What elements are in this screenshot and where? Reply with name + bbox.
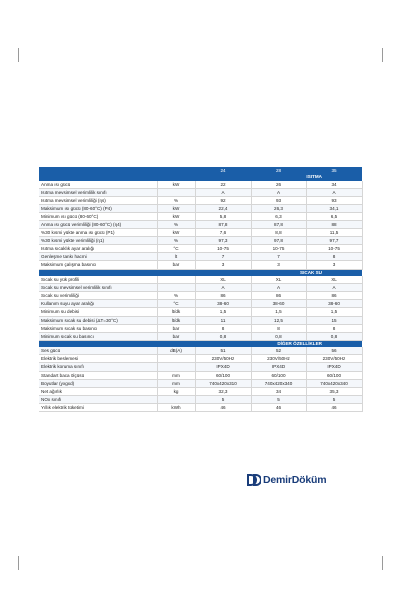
spec-unit bbox=[157, 355, 195, 363]
table-header-row bbox=[39, 167, 362, 174]
spec-value: 1,5 bbox=[306, 308, 362, 316]
table-row bbox=[39, 324, 362, 332]
spec-value: 3 bbox=[195, 261, 251, 269]
table-row bbox=[39, 245, 362, 253]
spec-value: IPX4D bbox=[251, 363, 306, 371]
spec-unit: dB(A) bbox=[157, 347, 195, 355]
table-row bbox=[39, 332, 362, 340]
spec-unit bbox=[157, 395, 195, 403]
spec-unit: kW bbox=[157, 204, 195, 212]
spec-value: 60/100 bbox=[195, 371, 251, 379]
spec-value: 6,3 bbox=[251, 212, 306, 220]
spec-label: Isıtma mevsimsel verimliliği (ηs) bbox=[39, 196, 157, 204]
spec-label: Maksimum sıcak su basıncı bbox=[39, 324, 157, 332]
spec-value: 5 bbox=[251, 395, 306, 403]
table-row bbox=[39, 237, 362, 245]
table-row bbox=[39, 379, 362, 387]
section-header-row bbox=[39, 340, 362, 347]
table-row bbox=[39, 395, 362, 403]
spec-value: 32,3 bbox=[195, 387, 251, 395]
spec-value: 87,8 bbox=[251, 220, 306, 228]
spec-value: 46 bbox=[306, 403, 362, 411]
table-row bbox=[39, 196, 362, 204]
spec-label: Maksimum ısı gücü (80-60°C) (P4) bbox=[39, 204, 157, 212]
spec-label: Boyutlar (yxgxd) bbox=[39, 379, 157, 387]
table-row bbox=[39, 276, 362, 284]
crop-mark bbox=[382, 556, 383, 570]
spec-value: 740x420x310 bbox=[195, 379, 251, 387]
spec-unit: °C bbox=[157, 245, 195, 253]
spec-value: 97,8 bbox=[251, 237, 306, 245]
spec-value: 97,3 bbox=[195, 237, 251, 245]
spec-label: Minimum sıcak su basıncı bbox=[39, 332, 157, 340]
brand-name: DemirDöküm bbox=[263, 474, 327, 486]
spec-value: 22,4 bbox=[195, 204, 251, 212]
spec-value: XL bbox=[251, 276, 306, 284]
spec-label: Anma ısı gücü bbox=[39, 181, 157, 189]
spec-label: Elektrik koruma sınıfı bbox=[39, 363, 157, 371]
table-row bbox=[39, 284, 362, 292]
spec-label: Standart baca ölçüsü bbox=[39, 371, 157, 379]
spec-unit: bar bbox=[157, 261, 195, 269]
spec-value: 34,1 bbox=[306, 204, 362, 212]
spec-value: 88 bbox=[306, 220, 362, 228]
spec-value: XL bbox=[306, 276, 362, 284]
spec-unit: bar bbox=[157, 324, 195, 332]
table-row bbox=[39, 387, 362, 395]
spec-value: IPX4D bbox=[306, 363, 362, 371]
spec-label: Net ağırlık bbox=[39, 387, 157, 395]
spec-value: 46 bbox=[195, 403, 251, 411]
spec-table bbox=[39, 167, 363, 412]
spec-unit: % bbox=[157, 292, 195, 300]
spec-value: 8 bbox=[306, 253, 362, 261]
spec-value: 86 bbox=[306, 292, 362, 300]
section-title: DİĞER ÖZELLİKLER bbox=[39, 340, 362, 347]
table-row bbox=[39, 212, 362, 220]
demirdokum-logo-icon bbox=[247, 474, 261, 486]
section-header-row bbox=[39, 269, 362, 276]
spec-value: IPX4D bbox=[195, 363, 251, 371]
spec-value: A bbox=[251, 284, 306, 292]
spec-unit: mm bbox=[157, 371, 195, 379]
spec-value: 12,5 bbox=[251, 316, 306, 324]
spec-unit: % bbox=[157, 196, 195, 204]
spec-value: A bbox=[306, 284, 362, 292]
spec-value: 97,7 bbox=[306, 237, 362, 245]
table-row bbox=[39, 253, 362, 261]
spec-label: Sıcak su mevsimsel verimlilik sınıfı bbox=[39, 284, 157, 292]
table-row bbox=[39, 403, 362, 411]
spec-value: 34 bbox=[306, 181, 362, 189]
spec-value: A bbox=[195, 284, 251, 292]
spec-unit bbox=[157, 284, 195, 292]
spec-label: %30 kısmi yükte verimliliği (η1) bbox=[39, 237, 157, 245]
spec-value: 0,8 bbox=[251, 332, 306, 340]
spec-unit: mm bbox=[157, 379, 195, 387]
spec-value: 26,3 bbox=[251, 204, 306, 212]
table-row bbox=[39, 204, 362, 212]
spec-value: 46 bbox=[251, 403, 306, 411]
spec-value: 15 bbox=[306, 316, 362, 324]
spec-value: 34 bbox=[251, 387, 306, 395]
spec-label: Isıtma mevsimsel verimlilik sınıfı bbox=[39, 188, 157, 196]
spec-label: Minimum ısı gücü (80-60°C) bbox=[39, 212, 157, 220]
table-row bbox=[39, 371, 362, 379]
spec-value: A bbox=[251, 188, 306, 196]
section-title: ISITMA bbox=[39, 174, 362, 181]
spec-value: 5 bbox=[306, 395, 362, 403]
spec-label: Yıllık elektrik tüketimi bbox=[39, 403, 157, 411]
table-row bbox=[39, 316, 362, 324]
header-cell bbox=[157, 167, 195, 174]
spec-unit: % bbox=[157, 220, 195, 228]
table-row bbox=[39, 347, 362, 355]
spec-value: XL bbox=[195, 276, 251, 284]
spec-value: 22 bbox=[195, 181, 251, 189]
spec-label: Ses gücü bbox=[39, 347, 157, 355]
spec-value: 0,8 bbox=[195, 332, 251, 340]
spec-value: 8 bbox=[306, 324, 362, 332]
spec-unit bbox=[157, 276, 195, 284]
spec-value: 38-60 bbox=[195, 300, 251, 308]
spec-value: 740x420x340 bbox=[306, 379, 362, 387]
spec-value: 11 bbox=[195, 316, 251, 324]
spec-value: 6,5 bbox=[306, 212, 362, 220]
spec-label: Maksimum çalışma basıncı bbox=[39, 261, 157, 269]
spec-value: 93 bbox=[306, 196, 362, 204]
table-row bbox=[39, 308, 362, 316]
table-row bbox=[39, 355, 362, 363]
spec-value: 60/100 bbox=[251, 371, 306, 379]
spec-unit: kW bbox=[157, 181, 195, 189]
spec-unit: % bbox=[157, 237, 195, 245]
spec-label: Genleşme tankı hacmi bbox=[39, 253, 157, 261]
spec-value: 8,8 bbox=[251, 229, 306, 237]
spec-unit: lt/dk bbox=[157, 308, 195, 316]
header-cell: 28 bbox=[251, 167, 306, 174]
spec-value: 0,8 bbox=[306, 332, 362, 340]
spec-value: 11,5 bbox=[306, 229, 362, 237]
header-cell: 35 bbox=[306, 167, 362, 174]
spec-value: 1,5 bbox=[251, 308, 306, 316]
spec-value: 87,8 bbox=[195, 220, 251, 228]
spec-value: 38-60 bbox=[306, 300, 362, 308]
spec-label: Kullanım suyu ayar aralığı bbox=[39, 300, 157, 308]
spec-value: 92 bbox=[195, 196, 251, 204]
spec-unit: °C bbox=[157, 300, 195, 308]
table-row bbox=[39, 220, 362, 228]
spec-unit bbox=[157, 363, 195, 371]
crop-mark bbox=[382, 48, 383, 62]
spec-value: 10-75 bbox=[306, 245, 362, 253]
spec-value: 10-75 bbox=[195, 245, 251, 253]
spec-value: 26 bbox=[251, 181, 306, 189]
spec-unit: kWh bbox=[157, 403, 195, 411]
table-row bbox=[39, 292, 362, 300]
spec-value: 51 bbox=[195, 347, 251, 355]
spec-value: 93 bbox=[251, 196, 306, 204]
spec-label: Maksimum sıcak su debisi (ΔT=30°C) bbox=[39, 316, 157, 324]
spec-value: 740x420x340 bbox=[251, 379, 306, 387]
spec-value: 60/100 bbox=[306, 371, 362, 379]
spec-value: 8 bbox=[195, 324, 251, 332]
spec-unit: lt/dk bbox=[157, 316, 195, 324]
spec-label: Isıtma sıcaklık ayar aralığı bbox=[39, 245, 157, 253]
spec-label: NOx sınıfı bbox=[39, 395, 157, 403]
crop-mark bbox=[18, 48, 19, 62]
spec-value: 38-60 bbox=[251, 300, 306, 308]
spec-value: 5 bbox=[195, 395, 251, 403]
spec-value: 1,5 bbox=[195, 308, 251, 316]
section-title: SICAK SU bbox=[39, 269, 362, 276]
spec-value: 3 bbox=[306, 261, 362, 269]
spec-value: 230V/50Hz bbox=[251, 355, 306, 363]
spec-unit: kW bbox=[157, 212, 195, 220]
table-row bbox=[39, 261, 362, 269]
spec-value: 8 bbox=[251, 324, 306, 332]
spec-value: 86 bbox=[195, 292, 251, 300]
spec-label: Minimum su debisi bbox=[39, 308, 157, 316]
spec-value: 3 bbox=[251, 261, 306, 269]
spec-value: 10-75 bbox=[251, 245, 306, 253]
spec-value: 230V/50Hz bbox=[306, 355, 362, 363]
spec-value: 5,8 bbox=[195, 212, 251, 220]
spec-value: 7,6 bbox=[195, 229, 251, 237]
table-row bbox=[39, 229, 362, 237]
spec-unit bbox=[157, 188, 195, 196]
table-row bbox=[39, 363, 362, 371]
spec-value: 56 bbox=[306, 347, 362, 355]
table-row bbox=[39, 181, 362, 189]
spec-unit: kg bbox=[157, 387, 195, 395]
header-cell bbox=[39, 167, 157, 174]
spec-value: 52 bbox=[251, 347, 306, 355]
spec-label: Sıcak su yük profili bbox=[39, 276, 157, 284]
spec-label: Elektrik beslemesi bbox=[39, 355, 157, 363]
crop-mark bbox=[18, 556, 19, 570]
spec-value: 230V/50Hz bbox=[195, 355, 251, 363]
spec-unit: kW bbox=[157, 229, 195, 237]
spec-value: 7 bbox=[195, 253, 251, 261]
spec-value: 86 bbox=[251, 292, 306, 300]
table-row bbox=[39, 188, 362, 196]
spec-label: Sıcak su verimliliği bbox=[39, 292, 157, 300]
spec-value: 7 bbox=[251, 253, 306, 261]
spec-value: A bbox=[195, 188, 251, 196]
spec-label: Anma ısı gücü verimliliği (80-60°C) (η4) bbox=[39, 220, 157, 228]
header-cell: 24 bbox=[195, 167, 251, 174]
spec-unit: bar bbox=[157, 332, 195, 340]
spec-value: A bbox=[306, 188, 362, 196]
brand-logo bbox=[247, 473, 326, 487]
table-row bbox=[39, 300, 362, 308]
spec-value: 35,3 bbox=[306, 387, 362, 395]
spec-unit: lt bbox=[157, 253, 195, 261]
spec-label: %30 kısmi yükte anma ısı gücü (P1) bbox=[39, 229, 157, 237]
